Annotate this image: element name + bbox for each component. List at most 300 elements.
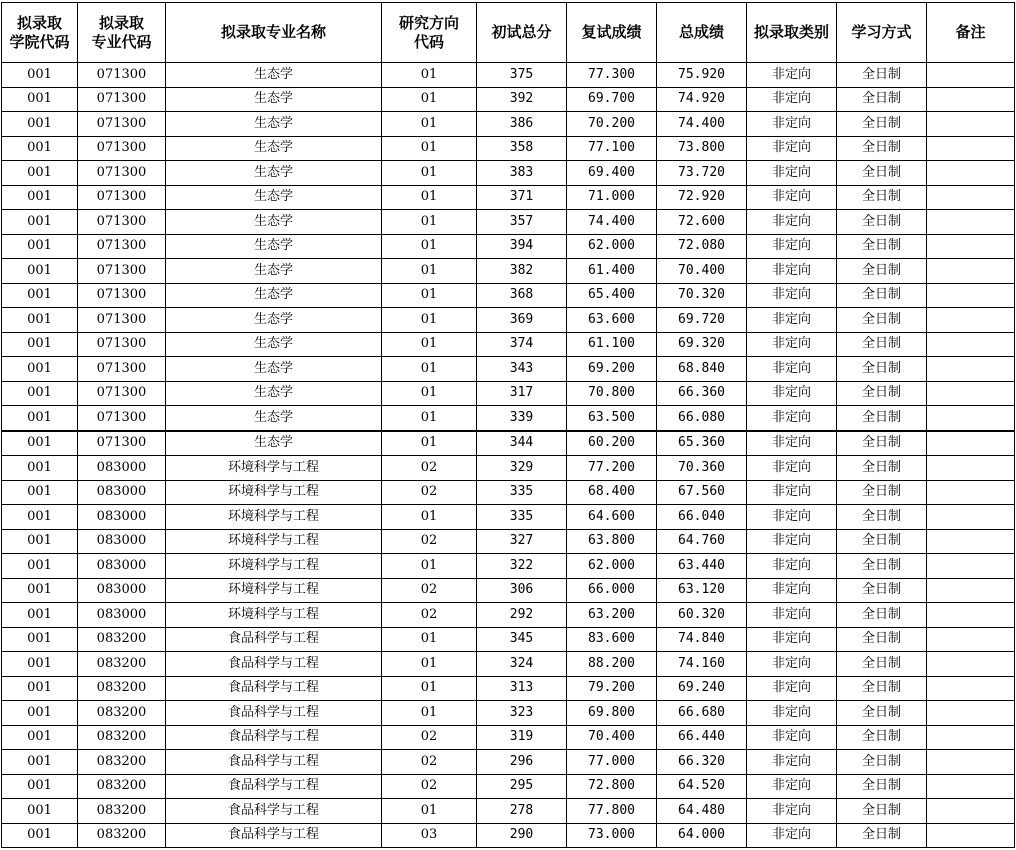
header-total-score: 总成绩 [657,3,747,63]
header-direction-code: 研究方向 代码 [382,3,477,63]
major-code-cell: 071300 [78,357,166,382]
total-score-cell: 64.760 [657,529,747,554]
major-code-cell: 071300 [78,87,166,112]
retest-score-cell: 63.500 [567,406,657,431]
study-mode-cell: 全日制 [837,750,927,775]
major-name-cell: 生态学 [166,210,382,235]
retest-score-cell: 69.700 [567,87,657,112]
remarks-cell [927,259,1015,284]
retest-score-cell: 63.800 [567,529,657,554]
major-code-cell: 083000 [78,603,166,628]
initial-score-cell: 383 [477,161,567,186]
major-code-cell: 083200 [78,799,166,824]
table-row [2,87,1015,112]
major-code-cell: 083200 [78,725,166,750]
study-mode-cell: 全日制 [837,381,927,406]
table-row [2,283,1015,308]
category-cell: 非定向 [747,774,837,799]
remarks-cell [927,381,1015,406]
college-code-cell: 001 [2,283,78,308]
header-initial-score: 初试总分 [477,3,567,63]
college-code-cell: 001 [2,185,78,210]
table-row [2,210,1015,235]
initial-score-cell: 296 [477,750,567,775]
college-code-cell: 001 [2,431,78,456]
table-row [2,774,1015,799]
remarks-cell [927,627,1015,652]
study-mode-cell: 全日制 [837,505,927,530]
header-admission-category: 拟录取类别 [747,3,837,63]
remarks-cell [927,774,1015,799]
remarks-cell [927,456,1015,481]
table-row [2,234,1015,259]
initial-score-cell: 371 [477,185,567,210]
header-college-code: 拟录取 学院代码 [2,3,78,63]
initial-score-cell: 335 [477,505,567,530]
table-row [2,308,1015,333]
remarks-cell [927,799,1015,824]
major-code-cell: 083200 [78,676,166,701]
study-mode-cell: 全日制 [837,823,927,848]
category-cell: 非定向 [747,63,837,88]
initial-score-cell: 345 [477,627,567,652]
initial-score-cell: 358 [477,136,567,161]
table-row [2,431,1015,456]
category-cell: 非定向 [747,480,837,505]
retest-score-cell: 64.600 [567,505,657,530]
initial-score-cell: 394 [477,234,567,259]
initial-score-cell: 392 [477,87,567,112]
category-cell: 非定向 [747,823,837,848]
major-name-cell: 食品科学与工程 [166,823,382,848]
study-mode-cell: 全日制 [837,283,927,308]
table-row [2,578,1015,603]
major-name-cell: 生态学 [166,185,382,210]
retest-score-cell: 70.800 [567,381,657,406]
header-major-code: 拟录取 专业代码 [78,3,166,63]
initial-score-cell: 292 [477,603,567,628]
major-name-cell: 生态学 [166,357,382,382]
header-major-name: 拟录取专业名称 [166,3,382,63]
category-cell: 非定向 [747,234,837,259]
total-score-cell: 64.480 [657,799,747,824]
study-mode-cell: 全日制 [837,578,927,603]
retest-score-cell: 88.200 [567,652,657,677]
major-name-cell: 生态学 [166,112,382,137]
remarks-cell [927,578,1015,603]
major-code-cell: 083200 [78,823,166,848]
total-score-cell: 66.440 [657,725,747,750]
study-mode-cell: 全日制 [837,136,927,161]
college-code-cell: 001 [2,750,78,775]
retest-score-cell: 63.200 [567,603,657,628]
college-code-cell: 001 [2,63,78,88]
retest-score-cell: 69.200 [567,357,657,382]
initial-score-cell: 322 [477,554,567,579]
total-score-cell: 64.000 [657,823,747,848]
remarks-cell [927,603,1015,628]
table-row [2,505,1015,530]
initial-score-cell: 335 [477,480,567,505]
table-row [2,406,1015,431]
remarks-cell [927,234,1015,259]
study-mode-cell: 全日制 [837,161,927,186]
major-name-cell: 食品科学与工程 [166,774,382,799]
study-mode-cell: 全日制 [837,112,927,137]
initial-score-cell: 306 [477,578,567,603]
major-name-cell: 生态学 [166,136,382,161]
study-mode-cell: 全日制 [837,725,927,750]
retest-score-cell: 70.200 [567,112,657,137]
remarks-cell [927,112,1015,137]
direction-code-cell: 01 [382,332,477,357]
major-code-cell: 071300 [78,332,166,357]
major-name-cell: 环境科学与工程 [166,529,382,554]
table-row [2,185,1015,210]
table-row [2,332,1015,357]
remarks-cell [927,185,1015,210]
total-score-cell: 72.600 [657,210,747,235]
table-body [2,63,1015,848]
college-code-cell: 001 [2,652,78,677]
category-cell: 非定向 [747,627,837,652]
table-row [2,63,1015,88]
category-cell: 非定向 [747,554,837,579]
major-code-cell: 083000 [78,529,166,554]
category-cell: 非定向 [747,676,837,701]
major-code-cell: 071300 [78,63,166,88]
college-code-cell: 001 [2,332,78,357]
direction-code-cell: 01 [382,259,477,284]
initial-score-cell: 319 [477,725,567,750]
major-name-cell: 食品科学与工程 [166,750,382,775]
category-cell: 非定向 [747,283,837,308]
retest-score-cell: 69.800 [567,701,657,726]
initial-score-cell: 374 [477,332,567,357]
category-cell: 非定向 [747,136,837,161]
total-score-cell: 70.320 [657,283,747,308]
college-code-cell: 001 [2,823,78,848]
direction-code-cell: 02 [382,529,477,554]
direction-code-cell: 01 [382,701,477,726]
major-name-cell: 生态学 [166,332,382,357]
total-score-cell: 69.720 [657,308,747,333]
remarks-cell [927,136,1015,161]
table-row [2,701,1015,726]
retest-score-cell: 77.100 [567,136,657,161]
header-retest-score: 复试成绩 [567,3,657,63]
initial-score-cell: 344 [477,431,567,456]
table-row [2,554,1015,579]
retest-score-cell: 70.400 [567,725,657,750]
initial-score-cell: 386 [477,112,567,137]
major-name-cell: 生态学 [166,63,382,88]
study-mode-cell: 全日制 [837,652,927,677]
remarks-cell [927,652,1015,677]
retest-score-cell: 73.000 [567,823,657,848]
study-mode-cell: 全日制 [837,308,927,333]
total-score-cell: 66.040 [657,505,747,530]
college-code-cell: 001 [2,774,78,799]
initial-score-cell: 368 [477,283,567,308]
total-score-cell: 75.920 [657,63,747,88]
major-code-cell: 083200 [78,627,166,652]
total-score-cell: 64.520 [657,774,747,799]
initial-score-cell: 323 [477,701,567,726]
major-name-cell: 生态学 [166,234,382,259]
total-score-cell: 74.160 [657,652,747,677]
major-name-cell: 生态学 [166,259,382,284]
college-code-cell: 001 [2,603,78,628]
table-row [2,823,1015,848]
initial-score-cell: 369 [477,308,567,333]
category-cell: 非定向 [747,603,837,628]
major-name-cell: 食品科学与工程 [166,652,382,677]
remarks-cell [927,63,1015,88]
retest-score-cell: 61.400 [567,259,657,284]
college-code-cell: 001 [2,381,78,406]
retest-score-cell: 77.300 [567,63,657,88]
major-name-cell: 食品科学与工程 [166,627,382,652]
initial-score-cell: 317 [477,381,567,406]
table-row [2,381,1015,406]
direction-code-cell: 01 [382,627,477,652]
college-code-cell: 001 [2,480,78,505]
admission-table [1,2,1015,848]
retest-score-cell: 69.400 [567,161,657,186]
initial-score-cell: 357 [477,210,567,235]
category-cell: 非定向 [747,185,837,210]
major-name-cell: 环境科学与工程 [166,456,382,481]
study-mode-cell: 全日制 [837,456,927,481]
total-score-cell: 73.720 [657,161,747,186]
total-score-cell: 70.360 [657,456,747,481]
table-row [2,480,1015,505]
major-code-cell: 071300 [78,136,166,161]
study-mode-cell: 全日制 [837,431,927,456]
total-score-cell: 65.360 [657,431,747,456]
category-cell: 非定向 [747,652,837,677]
initial-score-cell: 295 [477,774,567,799]
retest-score-cell: 72.800 [567,774,657,799]
college-code-cell: 001 [2,799,78,824]
direction-code-cell: 01 [382,799,477,824]
direction-code-cell: 01 [382,308,477,333]
direction-code-cell: 01 [382,185,477,210]
major-name-cell: 环境科学与工程 [166,578,382,603]
direction-code-cell: 01 [382,357,477,382]
total-score-cell: 69.320 [657,332,747,357]
study-mode-cell: 全日制 [837,554,927,579]
major-name-cell: 食品科学与工程 [166,725,382,750]
direction-code-cell: 02 [382,480,477,505]
total-score-cell: 67.560 [657,480,747,505]
remarks-cell [927,701,1015,726]
major-name-cell: 生态学 [166,431,382,456]
retest-score-cell: 62.000 [567,554,657,579]
major-name-cell: 生态学 [166,283,382,308]
table-row [2,136,1015,161]
initial-score-cell: 343 [477,357,567,382]
remarks-cell [927,554,1015,579]
college-code-cell: 001 [2,725,78,750]
table-row [2,799,1015,824]
major-code-cell: 071300 [78,308,166,333]
college-code-cell: 001 [2,112,78,137]
direction-code-cell: 02 [382,725,477,750]
retest-score-cell: 74.400 [567,210,657,235]
retest-score-cell: 65.400 [567,283,657,308]
college-code-cell: 001 [2,578,78,603]
college-code-cell: 001 [2,210,78,235]
remarks-cell [927,332,1015,357]
total-score-cell: 73.800 [657,136,747,161]
major-code-cell: 071300 [78,210,166,235]
remarks-cell [927,823,1015,848]
major-name-cell: 环境科学与工程 [166,603,382,628]
study-mode-cell: 全日制 [837,234,927,259]
major-code-cell: 071300 [78,234,166,259]
table-row [2,627,1015,652]
retest-score-cell: 77.000 [567,750,657,775]
direction-code-cell: 01 [382,652,477,677]
major-name-cell: 生态学 [166,87,382,112]
initial-score-cell: 375 [477,63,567,88]
college-code-cell: 001 [2,554,78,579]
college-code-cell: 001 [2,627,78,652]
direction-code-cell: 02 [382,578,477,603]
direction-code-cell: 03 [382,823,477,848]
total-score-cell: 60.320 [657,603,747,628]
category-cell: 非定向 [747,529,837,554]
direction-code-cell: 01 [382,63,477,88]
initial-score-cell: 327 [477,529,567,554]
remarks-cell [927,480,1015,505]
major-name-cell: 生态学 [166,381,382,406]
table-row [2,161,1015,186]
category-cell: 非定向 [747,308,837,333]
major-code-cell: 071300 [78,406,166,431]
retest-score-cell: 60.200 [567,431,657,456]
remarks-cell [927,210,1015,235]
direction-code-cell: 01 [382,210,477,235]
major-code-cell: 071300 [78,381,166,406]
direction-code-cell: 01 [382,136,477,161]
total-score-cell: 74.400 [657,112,747,137]
category-cell: 非定向 [747,210,837,235]
major-name-cell: 环境科学与工程 [166,505,382,530]
major-name-cell: 食品科学与工程 [166,676,382,701]
major-code-cell: 071300 [78,283,166,308]
category-cell: 非定向 [747,456,837,481]
header-remarks: 备注 [927,3,1015,63]
category-cell: 非定向 [747,112,837,137]
category-cell: 非定向 [747,505,837,530]
remarks-cell [927,87,1015,112]
major-name-cell: 食品科学与工程 [166,799,382,824]
table-row [2,259,1015,284]
major-name-cell: 生态学 [166,161,382,186]
total-score-cell: 63.440 [657,554,747,579]
college-code-cell: 001 [2,505,78,530]
major-code-cell: 083200 [78,750,166,775]
major-code-cell: 071300 [78,259,166,284]
study-mode-cell: 全日制 [837,676,927,701]
direction-code-cell: 01 [382,112,477,137]
retest-score-cell: 71.000 [567,185,657,210]
direction-code-cell: 02 [382,456,477,481]
category-cell: 非定向 [747,725,837,750]
table-row [2,750,1015,775]
study-mode-cell: 全日制 [837,701,927,726]
initial-score-cell: 290 [477,823,567,848]
major-code-cell: 083000 [78,456,166,481]
retest-score-cell: 77.800 [567,799,657,824]
study-mode-cell: 全日制 [837,406,927,431]
table-row [2,725,1015,750]
category-cell: 非定向 [747,578,837,603]
study-mode-cell: 全日制 [837,480,927,505]
total-score-cell: 72.080 [657,234,747,259]
major-code-cell: 071300 [78,431,166,456]
college-code-cell: 001 [2,676,78,701]
total-score-cell: 63.120 [657,578,747,603]
major-name-cell: 环境科学与工程 [166,554,382,579]
retest-score-cell: 66.000 [567,578,657,603]
initial-score-cell: 382 [477,259,567,284]
major-code-cell: 071300 [78,161,166,186]
retest-score-cell: 63.600 [567,308,657,333]
study-mode-cell: 全日制 [837,332,927,357]
retest-score-cell: 62.000 [567,234,657,259]
college-code-cell: 001 [2,259,78,284]
table-row [2,652,1015,677]
study-mode-cell: 全日制 [837,774,927,799]
college-code-cell: 001 [2,406,78,431]
study-mode-cell: 全日制 [837,627,927,652]
table-row [2,357,1015,382]
retest-score-cell: 77.200 [567,456,657,481]
major-code-cell: 071300 [78,112,166,137]
remarks-cell [927,676,1015,701]
college-code-cell: 001 [2,308,78,333]
direction-code-cell: 01 [382,234,477,259]
table-row [2,676,1015,701]
total-score-cell: 68.840 [657,357,747,382]
table-row [2,529,1015,554]
category-cell: 非定向 [747,701,837,726]
total-score-cell: 72.920 [657,185,747,210]
study-mode-cell: 全日制 [837,259,927,284]
category-cell: 非定向 [747,332,837,357]
direction-code-cell: 01 [382,283,477,308]
category-cell: 非定向 [747,87,837,112]
study-mode-cell: 全日制 [837,357,927,382]
total-score-cell: 74.920 [657,87,747,112]
study-mode-cell: 全日制 [837,529,927,554]
total-score-cell: 66.360 [657,381,747,406]
remarks-cell [927,725,1015,750]
college-code-cell: 001 [2,357,78,382]
study-mode-cell: 全日制 [837,63,927,88]
table-row [2,603,1015,628]
major-name-cell: 环境科学与工程 [166,480,382,505]
college-code-cell: 001 [2,136,78,161]
college-code-cell: 001 [2,456,78,481]
category-cell: 非定向 [747,259,837,284]
retest-score-cell: 79.200 [567,676,657,701]
major-code-cell: 083000 [78,578,166,603]
